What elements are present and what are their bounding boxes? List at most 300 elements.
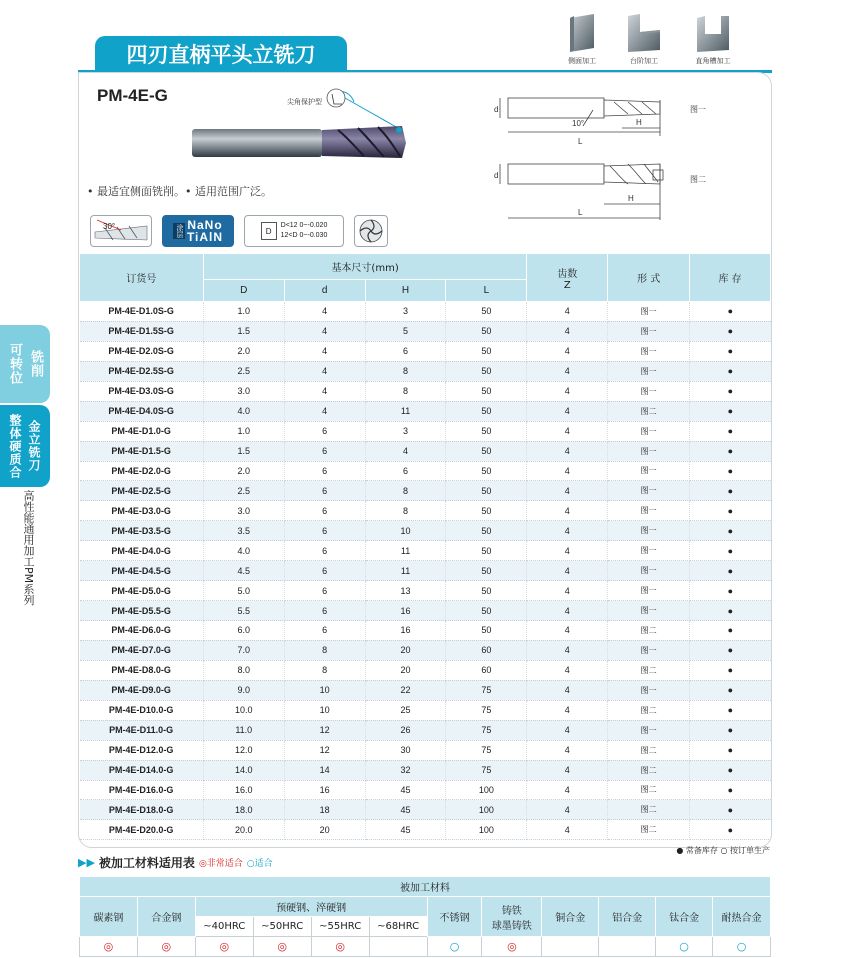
- sidebar-tab-text: 铣削: [28, 350, 43, 378]
- cell-L: 50: [446, 581, 527, 601]
- cell-form: 图二: [608, 740, 690, 760]
- cell-Z: 4: [527, 760, 608, 780]
- cell-stock: ●: [690, 820, 771, 840]
- cell-H: 26: [365, 720, 446, 740]
- cell-stock: ●: [690, 421, 771, 441]
- model-number: PM-4E-G: [97, 86, 168, 105]
- cell-Z: 4: [527, 740, 608, 760]
- spec-table: [79, 253, 771, 840]
- cell-D: 16.0: [203, 780, 284, 800]
- cell-form: 图一: [608, 521, 690, 541]
- cell-D: 18.0: [203, 800, 284, 820]
- cell-H: 11: [365, 541, 446, 561]
- process-step-milling: [614, 10, 674, 66]
- cell-form: 图一: [608, 441, 690, 461]
- cell-L: 100: [446, 820, 527, 840]
- process-label: 直角槽加工: [695, 57, 731, 65]
- table-row: [80, 760, 771, 780]
- cell-code: PM-4E-D18.0-G: [80, 800, 204, 820]
- cell-H: 45: [365, 800, 446, 820]
- materials-hardness-header: ~68HRC: [369, 917, 427, 937]
- cell-stock: ●: [690, 581, 771, 601]
- dim-d-label: d: [494, 171, 499, 180]
- cell-stock: ●: [690, 401, 771, 421]
- materials-title: [78, 854, 273, 871]
- side-milling-icon: [560, 10, 604, 54]
- spec-badges: [90, 215, 388, 249]
- cell-D: 2.5: [203, 361, 284, 381]
- cell-d: 6: [284, 461, 365, 481]
- dim-d-label: d: [494, 105, 499, 114]
- table-row: [80, 341, 771, 361]
- materials-group-header: 被加工材料: [80, 877, 771, 897]
- table-row: [80, 561, 771, 581]
- cell-D: 6.0: [203, 621, 284, 641]
- cell-H: 6: [365, 341, 446, 361]
- materials-rating-row: [80, 937, 771, 957]
- cell-D: 8.0: [203, 660, 284, 680]
- cell-D: 1.5: [203, 321, 284, 341]
- col-header-form: 形 式: [608, 254, 690, 302]
- cell-form: 图二: [608, 660, 690, 680]
- cell-D: 4.5: [203, 561, 284, 581]
- cell-Z: 4: [527, 321, 608, 341]
- cell-D: 9.0: [203, 680, 284, 700]
- cell-d: 4: [284, 361, 365, 381]
- cell-form: 图一: [608, 720, 690, 740]
- cell-code: PM-4E-D5.5-G: [80, 601, 204, 621]
- cell-L: 50: [446, 521, 527, 541]
- cell-Z: 4: [527, 401, 608, 421]
- cell-form: 图一: [608, 501, 690, 521]
- cell-L: 50: [446, 302, 527, 322]
- table-row: [80, 401, 771, 421]
- cell-form: 图一: [608, 421, 690, 441]
- cell-form: 图一: [608, 680, 690, 700]
- cell-L: 75: [446, 740, 527, 760]
- cell-d: 6: [284, 561, 365, 581]
- cell-H: 25: [365, 700, 446, 720]
- cell-Z: 4: [527, 381, 608, 401]
- table-row: [80, 780, 771, 800]
- table-row: [80, 541, 771, 561]
- cell-code: PM-4E-D4.0-G: [80, 541, 204, 561]
- cell-d: 6: [284, 501, 365, 521]
- materials-rating-cell: ◎: [311, 937, 369, 957]
- col-header-basic-size: 基本尺寸(mm): [203, 254, 527, 280]
- helix-angle-badge: [90, 215, 152, 247]
- helix-angle-icon: [91, 216, 151, 246]
- cell-L: 60: [446, 660, 527, 680]
- cell-d: 6: [284, 441, 365, 461]
- cell-H: 11: [365, 401, 446, 421]
- cell-d: 4: [284, 381, 365, 401]
- table-row: [80, 421, 771, 441]
- cell-D: 1.0: [203, 302, 284, 322]
- cell-stock: ●: [690, 481, 771, 501]
- cell-H: 32: [365, 760, 446, 780]
- cell-d: 20: [284, 820, 365, 840]
- cell-form: 图一: [608, 581, 690, 601]
- cell-L: 50: [446, 541, 527, 561]
- cell-Z: 4: [527, 481, 608, 501]
- dim-h-label: H: [636, 118, 642, 127]
- materials-rating-cell: [369, 937, 427, 957]
- cell-code: PM-4E-D9.0-G: [80, 680, 204, 700]
- cell-stock: ●: [690, 601, 771, 621]
- four-flute-icon: [357, 217, 385, 245]
- table-row: [80, 820, 771, 840]
- cell-stock: ●: [690, 640, 771, 660]
- cell-Z: 4: [527, 800, 608, 820]
- materials-col-header: 钛合金: [656, 897, 713, 937]
- cell-L: 100: [446, 780, 527, 800]
- materials-col-header: 合金钢: [137, 897, 195, 937]
- cell-H: 4: [365, 441, 446, 461]
- cell-L: 50: [446, 561, 527, 581]
- cell-stock: ●: [690, 720, 771, 740]
- cell-L: 75: [446, 680, 527, 700]
- cell-D: 3.0: [203, 501, 284, 521]
- coating-bottom-text: TiAlN: [186, 230, 224, 244]
- table-row: [80, 361, 771, 381]
- cell-d: 6: [284, 581, 365, 601]
- cell-code: PM-4E-D3.0S-G: [80, 381, 204, 401]
- cell-D: 7.0: [203, 640, 284, 660]
- process-label: 台阶加工: [630, 57, 658, 65]
- cell-Z: 4: [527, 501, 608, 521]
- slot-milling-icon: [691, 10, 735, 54]
- cell-form: 图一: [608, 341, 690, 361]
- cell-form: 图二: [608, 800, 690, 820]
- materials-col-header: 铜合金: [542, 897, 599, 937]
- cell-stock: ●: [690, 361, 771, 381]
- cell-code: PM-4E-D5.0-G: [80, 581, 204, 601]
- cell-D: 3.5: [203, 521, 284, 541]
- cell-stock: ●: [690, 381, 771, 401]
- materials-rating-cell: ◎: [137, 937, 195, 957]
- cell-H: 8: [365, 501, 446, 521]
- cell-stock: ●: [690, 660, 771, 680]
- stock-legend: ● 常备库存 ○ 按订单生产: [676, 846, 770, 855]
- cell-d: 16: [284, 780, 365, 800]
- cell-code: PM-4E-D3.0-G: [80, 501, 204, 521]
- cell-stock: ●: [690, 621, 771, 641]
- dim-l-label: L: [578, 137, 583, 146]
- cell-D: 1.0: [203, 421, 284, 441]
- cell-form: 图二: [608, 401, 690, 421]
- cell-form: 图一: [608, 321, 690, 341]
- cell-H: 3: [365, 421, 446, 441]
- materials-rating-cell: ◎: [195, 937, 253, 957]
- cell-d: 4: [284, 302, 365, 322]
- legend-very-suitable: ◎非常适合: [198, 859, 243, 869]
- helix-angle-text: 30°: [103, 222, 116, 231]
- cell-code: PM-4E-D14.0-G: [80, 760, 204, 780]
- cell-L: 50: [446, 341, 527, 361]
- cell-d: 10: [284, 680, 365, 700]
- cell-stock: ●: [690, 680, 771, 700]
- cell-Z: 4: [527, 700, 608, 720]
- materials-hardness-header: ~40HRC: [195, 917, 253, 937]
- materials-col-header: 铸铁 球墨铸铁: [482, 897, 542, 937]
- cell-L: 75: [446, 760, 527, 780]
- materials-col-header: 铝合金: [599, 897, 656, 937]
- table-row: [80, 640, 771, 660]
- cell-D: 2.5: [203, 481, 284, 501]
- tolerance-line-1: D<12 0~-0.020: [280, 222, 328, 229]
- cell-code: PM-4E-D4.0S-G: [80, 401, 204, 421]
- cell-form: 图二: [608, 760, 690, 780]
- cell-Z: 4: [527, 720, 608, 740]
- helix-angle-label: 10°: [572, 119, 585, 128]
- cell-code: PM-4E-D1.0-G: [80, 421, 204, 441]
- cell-D: 12.0: [203, 740, 284, 760]
- cell-code: PM-4E-D10.0-G: [80, 700, 204, 720]
- cell-code: PM-4E-D1.5-G: [80, 441, 204, 461]
- col-header-d: d: [284, 280, 365, 302]
- cell-d: 6: [284, 541, 365, 561]
- cell-stock: ●: [690, 441, 771, 461]
- cell-code: PM-4E-D2.0-G: [80, 461, 204, 481]
- cell-D: 4.0: [203, 541, 284, 561]
- spec-table-body: [80, 302, 771, 840]
- cell-stock: ●: [690, 321, 771, 341]
- cell-D: 4.0: [203, 401, 284, 421]
- cell-code: PM-4E-D11.0-G: [80, 720, 204, 740]
- cell-d: 6: [284, 421, 365, 441]
- cell-form: 图一: [608, 381, 690, 401]
- cell-L: 50: [446, 621, 527, 641]
- table-row: [80, 720, 771, 740]
- cell-D: 11.0: [203, 720, 284, 740]
- cell-stock: ●: [690, 302, 771, 322]
- cell-H: 20: [365, 660, 446, 680]
- cell-code: PM-4E-D1.0S-G: [80, 302, 204, 322]
- cell-code: PM-4E-D12.0-G: [80, 740, 204, 760]
- cell-Z: 4: [527, 441, 608, 461]
- cell-code: PM-4E-D16.0-G: [80, 780, 204, 800]
- cell-H: 8: [365, 361, 446, 381]
- materials-rating-cell: [599, 937, 656, 957]
- cell-H: 30: [365, 740, 446, 760]
- cell-H: 45: [365, 820, 446, 840]
- cell-stock: ●: [690, 780, 771, 800]
- table-row: [80, 501, 771, 521]
- table-row: [80, 660, 771, 680]
- table-row: [80, 521, 771, 541]
- cell-Z: 4: [527, 581, 608, 601]
- cell-d: 18: [284, 800, 365, 820]
- cell-form: 图一: [608, 361, 690, 381]
- cell-d: 8: [284, 640, 365, 660]
- cell-D: 5.0: [203, 581, 284, 601]
- cell-d: 6: [284, 521, 365, 541]
- materials-rating-cell: [542, 937, 599, 957]
- table-row: [80, 621, 771, 641]
- dimension-drawings: [488, 92, 688, 224]
- cell-stock: ●: [690, 501, 771, 521]
- cell-H: 8: [365, 381, 446, 401]
- cell-D: 20.0: [203, 820, 284, 840]
- materials-col-header: 碳素钢: [80, 897, 138, 937]
- cell-H: 6: [365, 461, 446, 481]
- cell-stock: ●: [690, 541, 771, 561]
- cell-code: PM-4E-D1.5S-G: [80, 321, 204, 341]
- teeth-label: 齿数: [557, 268, 578, 280]
- process-label: 侧面加工: [568, 57, 596, 65]
- cell-D: 5.5: [203, 601, 284, 621]
- cell-L: 50: [446, 401, 527, 421]
- cell-Z: 4: [527, 341, 608, 361]
- cell-D: 10.0: [203, 700, 284, 720]
- sidebar-tab-text: 整体硬质合: [8, 413, 22, 479]
- materials-rating-cell: ○: [713, 937, 771, 957]
- cell-Z: 4: [527, 780, 608, 800]
- coating-badge: [162, 215, 234, 247]
- cell-d: 6: [284, 601, 365, 621]
- cell-code: PM-4E-D2.5-G: [80, 481, 204, 501]
- cell-stock: ●: [690, 341, 771, 361]
- table-row: [80, 601, 771, 621]
- materials-title-text: 被加工材料适用表: [98, 856, 195, 870]
- col-header-code: 订货号: [80, 254, 204, 302]
- table-row: [80, 461, 771, 481]
- materials-rating-cell: ○: [656, 937, 713, 957]
- table-row: [80, 302, 771, 322]
- table-row: [80, 321, 771, 341]
- cell-L: 50: [446, 441, 527, 461]
- cell-H: 16: [365, 601, 446, 621]
- materials-table: [79, 876, 771, 957]
- cell-Z: 4: [527, 640, 608, 660]
- cell-H: 45: [365, 780, 446, 800]
- cell-stock: ●: [690, 461, 771, 481]
- cell-stock: ●: [690, 521, 771, 541]
- materials-hardness-header: ~50HRC: [253, 917, 311, 937]
- cell-Z: 4: [527, 820, 608, 840]
- four-flute-badge: [354, 215, 388, 247]
- cutter-protection-label: 尖角保护型: [287, 98, 322, 106]
- cell-D: 3.0: [203, 381, 284, 401]
- coating-side-text: 涂层: [173, 223, 185, 239]
- col-header-D: D: [203, 280, 284, 302]
- cell-d: 4: [284, 341, 365, 361]
- cell-H: 8: [365, 481, 446, 501]
- cell-form: 图二: [608, 820, 690, 840]
- tolerance-line-2: 12<D 0~-0.030: [280, 232, 328, 239]
- cell-stock: ●: [690, 561, 771, 581]
- col-header-L: L: [446, 280, 527, 302]
- cell-Z: 4: [527, 601, 608, 621]
- cell-Z: 4: [527, 680, 608, 700]
- step-milling-icon: [622, 10, 666, 54]
- cell-code: PM-4E-D7.0-G: [80, 640, 204, 660]
- cell-d: 12: [284, 740, 365, 760]
- cell-Z: 4: [527, 461, 608, 481]
- cell-d: 14: [284, 760, 365, 780]
- sidebar-tab-solid-carbide[interactable]: [0, 405, 50, 487]
- cell-code: PM-4E-D4.5-G: [80, 561, 204, 581]
- feature-list: • 最适宜侧面铣削。• 适用范围广泛。: [87, 185, 272, 198]
- materials-rating-cell: ○: [427, 937, 482, 957]
- arrow-icon: ▶▶: [78, 856, 95, 869]
- cell-L: 75: [446, 700, 527, 720]
- cell-code: PM-4E-D8.0-G: [80, 660, 204, 680]
- cell-L: 50: [446, 601, 527, 621]
- cell-code: PM-4E-D2.5S-G: [80, 361, 204, 381]
- table-row: [80, 800, 771, 820]
- table-row: [80, 441, 771, 461]
- cell-form: 图一: [608, 302, 690, 322]
- sidebar-series-label: 高性能通用加工PM系列: [22, 490, 35, 606]
- table-row: [80, 740, 771, 760]
- cell-Z: 4: [527, 621, 608, 641]
- cell-L: 50: [446, 381, 527, 401]
- cell-stock: ●: [690, 740, 771, 760]
- cell-L: 50: [446, 501, 527, 521]
- sidebar-tab-text: 可转位: [7, 343, 22, 385]
- figure-1-label: 图一: [690, 105, 706, 114]
- materials-rating-cell: ◎: [482, 937, 542, 957]
- cell-D: 2.0: [203, 341, 284, 361]
- cell-form: 图一: [608, 601, 690, 621]
- dim-h-label: H: [628, 194, 634, 203]
- cell-form: 图二: [608, 780, 690, 800]
- cell-L: 50: [446, 461, 527, 481]
- table-row: [80, 581, 771, 601]
- sidebar-tab-text: 金立铣刀: [27, 420, 41, 472]
- table-row: [80, 481, 771, 501]
- cell-H: 11: [365, 561, 446, 581]
- cell-d: 4: [284, 401, 365, 421]
- cell-code: PM-4E-D6.0-G: [80, 621, 204, 641]
- cell-d: 6: [284, 481, 365, 501]
- cell-form: 图一: [608, 481, 690, 501]
- col-header-teeth: [527, 254, 608, 302]
- tolerance-badge: [244, 215, 344, 247]
- cell-d: 4: [284, 321, 365, 341]
- cell-H: 10: [365, 521, 446, 541]
- cell-form: 图一: [608, 541, 690, 561]
- cell-Z: 4: [527, 302, 608, 322]
- cell-stock: ●: [690, 800, 771, 820]
- table-row: [80, 680, 771, 700]
- cell-d: 8: [284, 660, 365, 680]
- figure-2-label: 图二: [690, 175, 706, 184]
- cell-d: 12: [284, 720, 365, 740]
- cell-H: 22: [365, 680, 446, 700]
- cell-L: 50: [446, 361, 527, 381]
- cell-L: 50: [446, 481, 527, 501]
- cell-H: 13: [365, 581, 446, 601]
- legend-suitable: ○适合: [246, 859, 273, 869]
- materials-col-header: 不锈钢: [427, 897, 482, 937]
- cell-H: 3: [365, 302, 446, 322]
- materials-col-header: 耐热合金: [713, 897, 771, 937]
- cell-code: PM-4E-D2.0S-G: [80, 341, 204, 361]
- sidebar-tab-indexable[interactable]: [0, 325, 50, 403]
- tolerance-symbol: D: [261, 222, 277, 240]
- materials-rating-cell: ◎: [80, 937, 138, 957]
- cell-H: 20: [365, 640, 446, 660]
- cell-Z: 4: [527, 660, 608, 680]
- cell-code: PM-4E-D20.0-G: [80, 820, 204, 840]
- cell-stock: ●: [690, 760, 771, 780]
- table-row: [80, 381, 771, 401]
- teeth-sub-label: Z: [563, 279, 571, 291]
- cell-D: 2.0: [203, 461, 284, 481]
